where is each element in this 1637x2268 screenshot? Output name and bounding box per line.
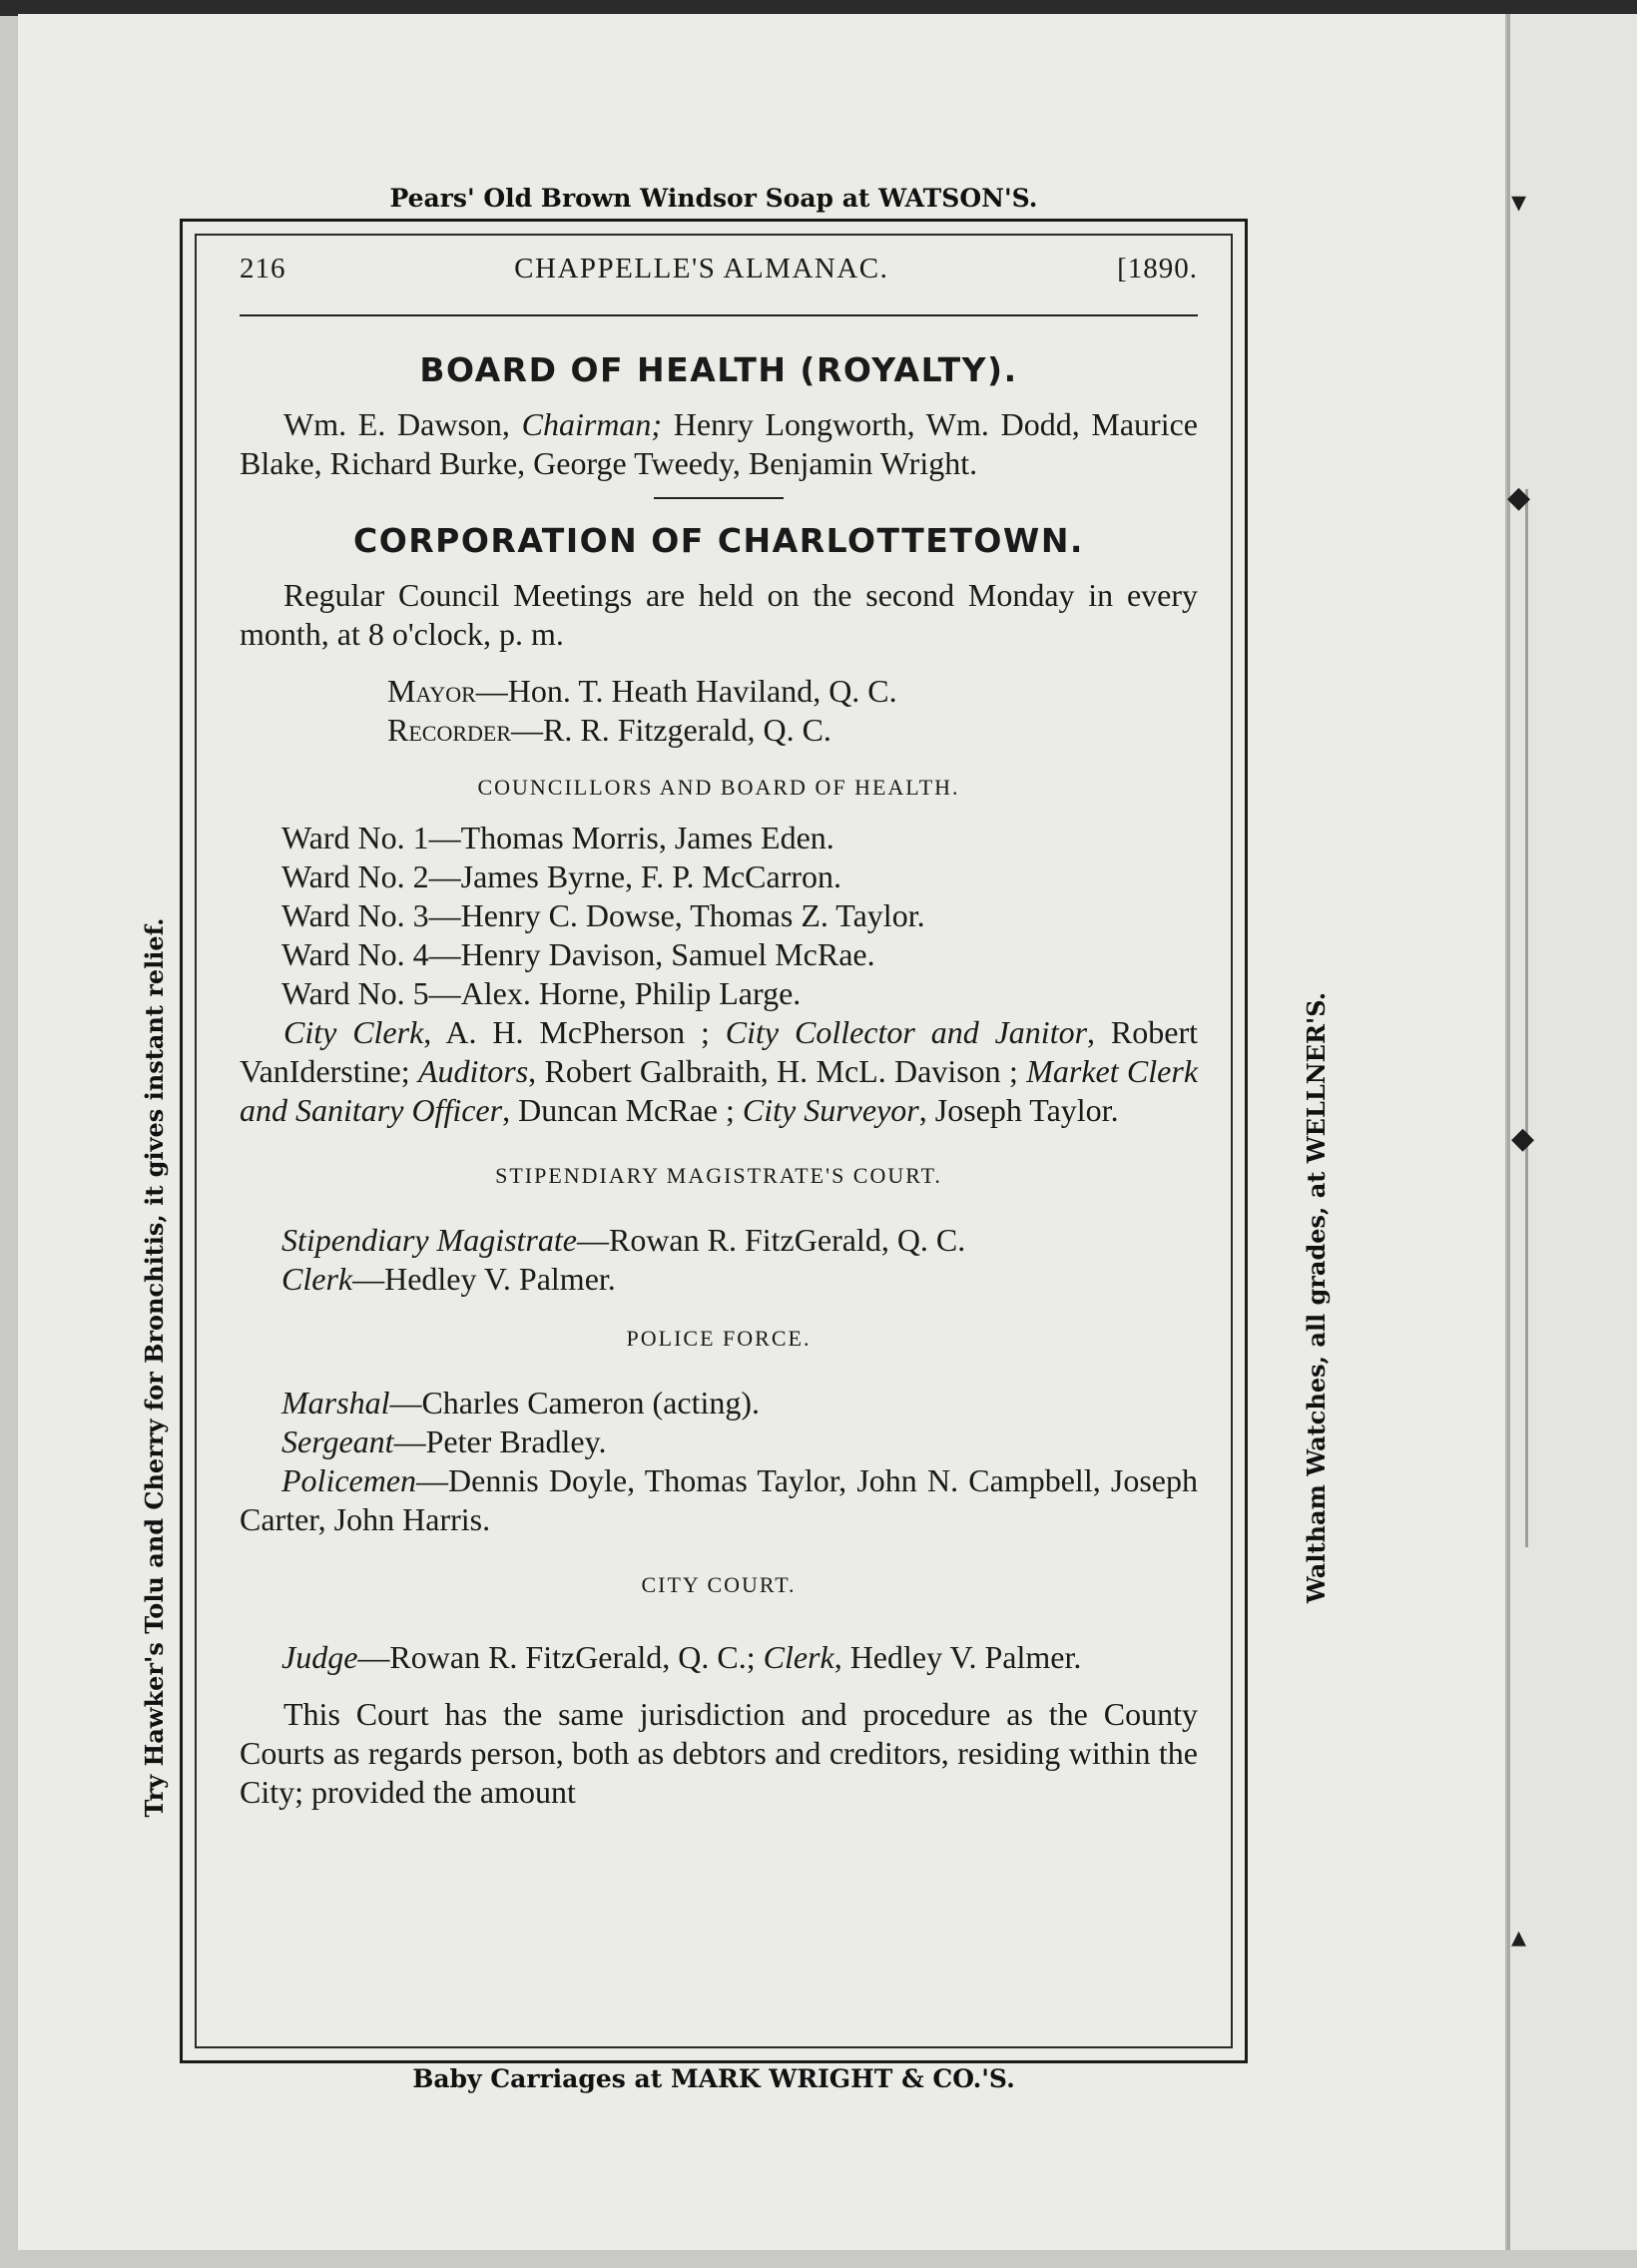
- judge-role: Judge: [281, 1639, 358, 1675]
- sergeant-role: Sergeant: [281, 1423, 394, 1459]
- section-divider: [654, 497, 784, 499]
- policemen-text: [240, 1461, 1198, 1539]
- marshal-name: —Charles Cameron (acting).: [389, 1385, 760, 1420]
- judge-name: —Rowan R. FitzGerald, Q. C.;: [357, 1639, 764, 1675]
- sergeant-name: —Peter Bradley.: [393, 1423, 607, 1459]
- collector-role: City Collector and Janitor: [725, 1014, 1088, 1050]
- head-rule: [240, 314, 1198, 316]
- mayor-line: [387, 672, 1198, 711]
- magistrate-clerk-line: [281, 1260, 1198, 1299]
- chair-name: Wm. E. Dawson,: [283, 406, 522, 442]
- councillors-heading: COUNCILLORS AND BOARD OF HEALTH.: [477, 775, 960, 800]
- magistrate-name: —Rowan R. FitzGerald, Q. C.: [576, 1222, 966, 1258]
- mayor-label: Mayor: [387, 673, 476, 709]
- binding-stitch-icon: ◆: [1507, 480, 1531, 515]
- corporation-heading: CORPORATION OF CHARLOTTETOWN.: [353, 521, 1084, 560]
- board-of-health-members: [240, 405, 1198, 483]
- ward-line: Ward No. 1—Thomas Morris, James Eden.: [281, 820, 834, 855]
- spacer: [240, 1207, 1198, 1221]
- advert-right: Waltham Watches, all grades, at WELLNER'S.: [1302, 991, 1331, 1604]
- marshal-role: Marshal: [281, 1385, 390, 1420]
- auditors-role: Auditors: [417, 1053, 529, 1089]
- spacer: [240, 1370, 1198, 1384]
- market-name: , Duncan McRae ;: [502, 1092, 743, 1128]
- marshal-line: [281, 1384, 1198, 1422]
- city-court-jurisdiction: This Court has the same jurisdiction and procedure as the County Courts as regards person, both as debtors and creditors, residing within the City; provided the amount: [240, 1696, 1198, 1810]
- police-heading: POLICE FORCE.: [626, 1326, 812, 1351]
- member-list: Henry Longworth, Wm. Dodd, Maurice Blake, Richard Burke, George Tweedy, Benjamin Wright.: [240, 406, 1198, 481]
- ward-line: Ward No. 2—James Byrne, F. P. McCarron.: [281, 858, 842, 894]
- surveyor-name: , Joseph Taylor.: [918, 1092, 1119, 1128]
- surveyor-role: City Surveyor: [742, 1092, 919, 1128]
- city-court-officers: [240, 1638, 1198, 1677]
- advert-top: Pears' Old Brown Windsor Soap at WATSON'S.: [389, 184, 1038, 213]
- recorder-line: [387, 711, 1198, 750]
- city-officers-text: [240, 1013, 1198, 1130]
- advert-left: Try Hawker's Tolu and Cherry for Bronchitis, it gives instant relief.: [140, 917, 169, 1818]
- magistrate-role: Stipendiary Magistrate: [281, 1222, 577, 1258]
- recorder-label: Recorder: [387, 712, 512, 748]
- board-of-health-heading: BOARD OF HEALTH (ROYALTY).: [419, 350, 1018, 389]
- spine-gutter-line: [1507, 14, 1510, 2250]
- clerk-role: City Clerk: [283, 1014, 424, 1050]
- spacer: [240, 1677, 1198, 1695]
- binding-thread: [1525, 489, 1528, 1547]
- spacer: [240, 1616, 1198, 1638]
- sergeant-line: [281, 1422, 1198, 1461]
- policemen-names: —Dennis Doyle, Thomas Taylor, John N. Campbell, Joseph Carter, John Harris.: [240, 1462, 1198, 1537]
- magistrate-court-list: [240, 1221, 1198, 1299]
- chief-officers: [240, 672, 1198, 750]
- running-head: [240, 250, 1198, 288]
- ward-list: [240, 819, 1198, 1013]
- police-list: [240, 1384, 1198, 1461]
- almanac-year: [1890.: [1117, 253, 1198, 284]
- magistrate-clerk-name: —Hedley V. Palmer.: [352, 1261, 616, 1297]
- market-role: Market Clerk and Sanitary Officer: [240, 1053, 1199, 1128]
- mayor-name: —Hon. T. Heath Haviland, Q. C.: [475, 673, 897, 709]
- magistrate-line: [281, 1221, 1198, 1260]
- page-content: [240, 250, 1198, 1812]
- magistrate-court-heading: STIPENDIARY MAGISTRATE'S COURT.: [495, 1163, 942, 1188]
- ward-line: Ward No. 5—Alex. Horne, Philip Large.: [281, 975, 802, 1011]
- council-meetings-text: Regular Council Meetings are held on the second Monday in every month, at 8 o'clock, p. m.: [240, 577, 1198, 652]
- advert-bottom: Baby Carriages at MARK WRIGHT & CO.'S.: [412, 2064, 1015, 2093]
- collector-name: , Robert VanIderstine;: [240, 1014, 1199, 1089]
- policemen-role: Policemen: [281, 1462, 417, 1498]
- city-court-clerk-name: , Hedley V. Palmer.: [833, 1639, 1082, 1675]
- binding-stitch-icon: ◆: [1511, 1121, 1535, 1156]
- ward-line: Ward No. 3—Henry C. Dowse, Thomas Z. Taylor.: [281, 897, 925, 933]
- ward-line: Ward No. 4—Henry Davison, Samuel McRae.: [281, 936, 875, 972]
- chair-role: Chairman;: [521, 406, 663, 442]
- recorder-name: —R. R. Fitzgerald, Q. C.: [511, 712, 831, 748]
- clerk-name: , A. H. McPherson ;: [423, 1014, 726, 1050]
- city-court-clerk-role: Clerk: [763, 1639, 834, 1675]
- binding-stitch-icon: ▴: [1511, 1920, 1527, 1955]
- auditors-name: , Robert Galbraith, H. McL. Davison ;: [528, 1053, 1027, 1089]
- binding-stitch-icon: ▾: [1511, 185, 1527, 220]
- almanac-title: CHAPPELLE'S ALMANAC.: [514, 253, 889, 284]
- city-court-heading: CITY COURT.: [641, 1572, 797, 1597]
- page-number: 216: [240, 253, 286, 284]
- magistrate-clerk-role: Clerk: [281, 1261, 353, 1297]
